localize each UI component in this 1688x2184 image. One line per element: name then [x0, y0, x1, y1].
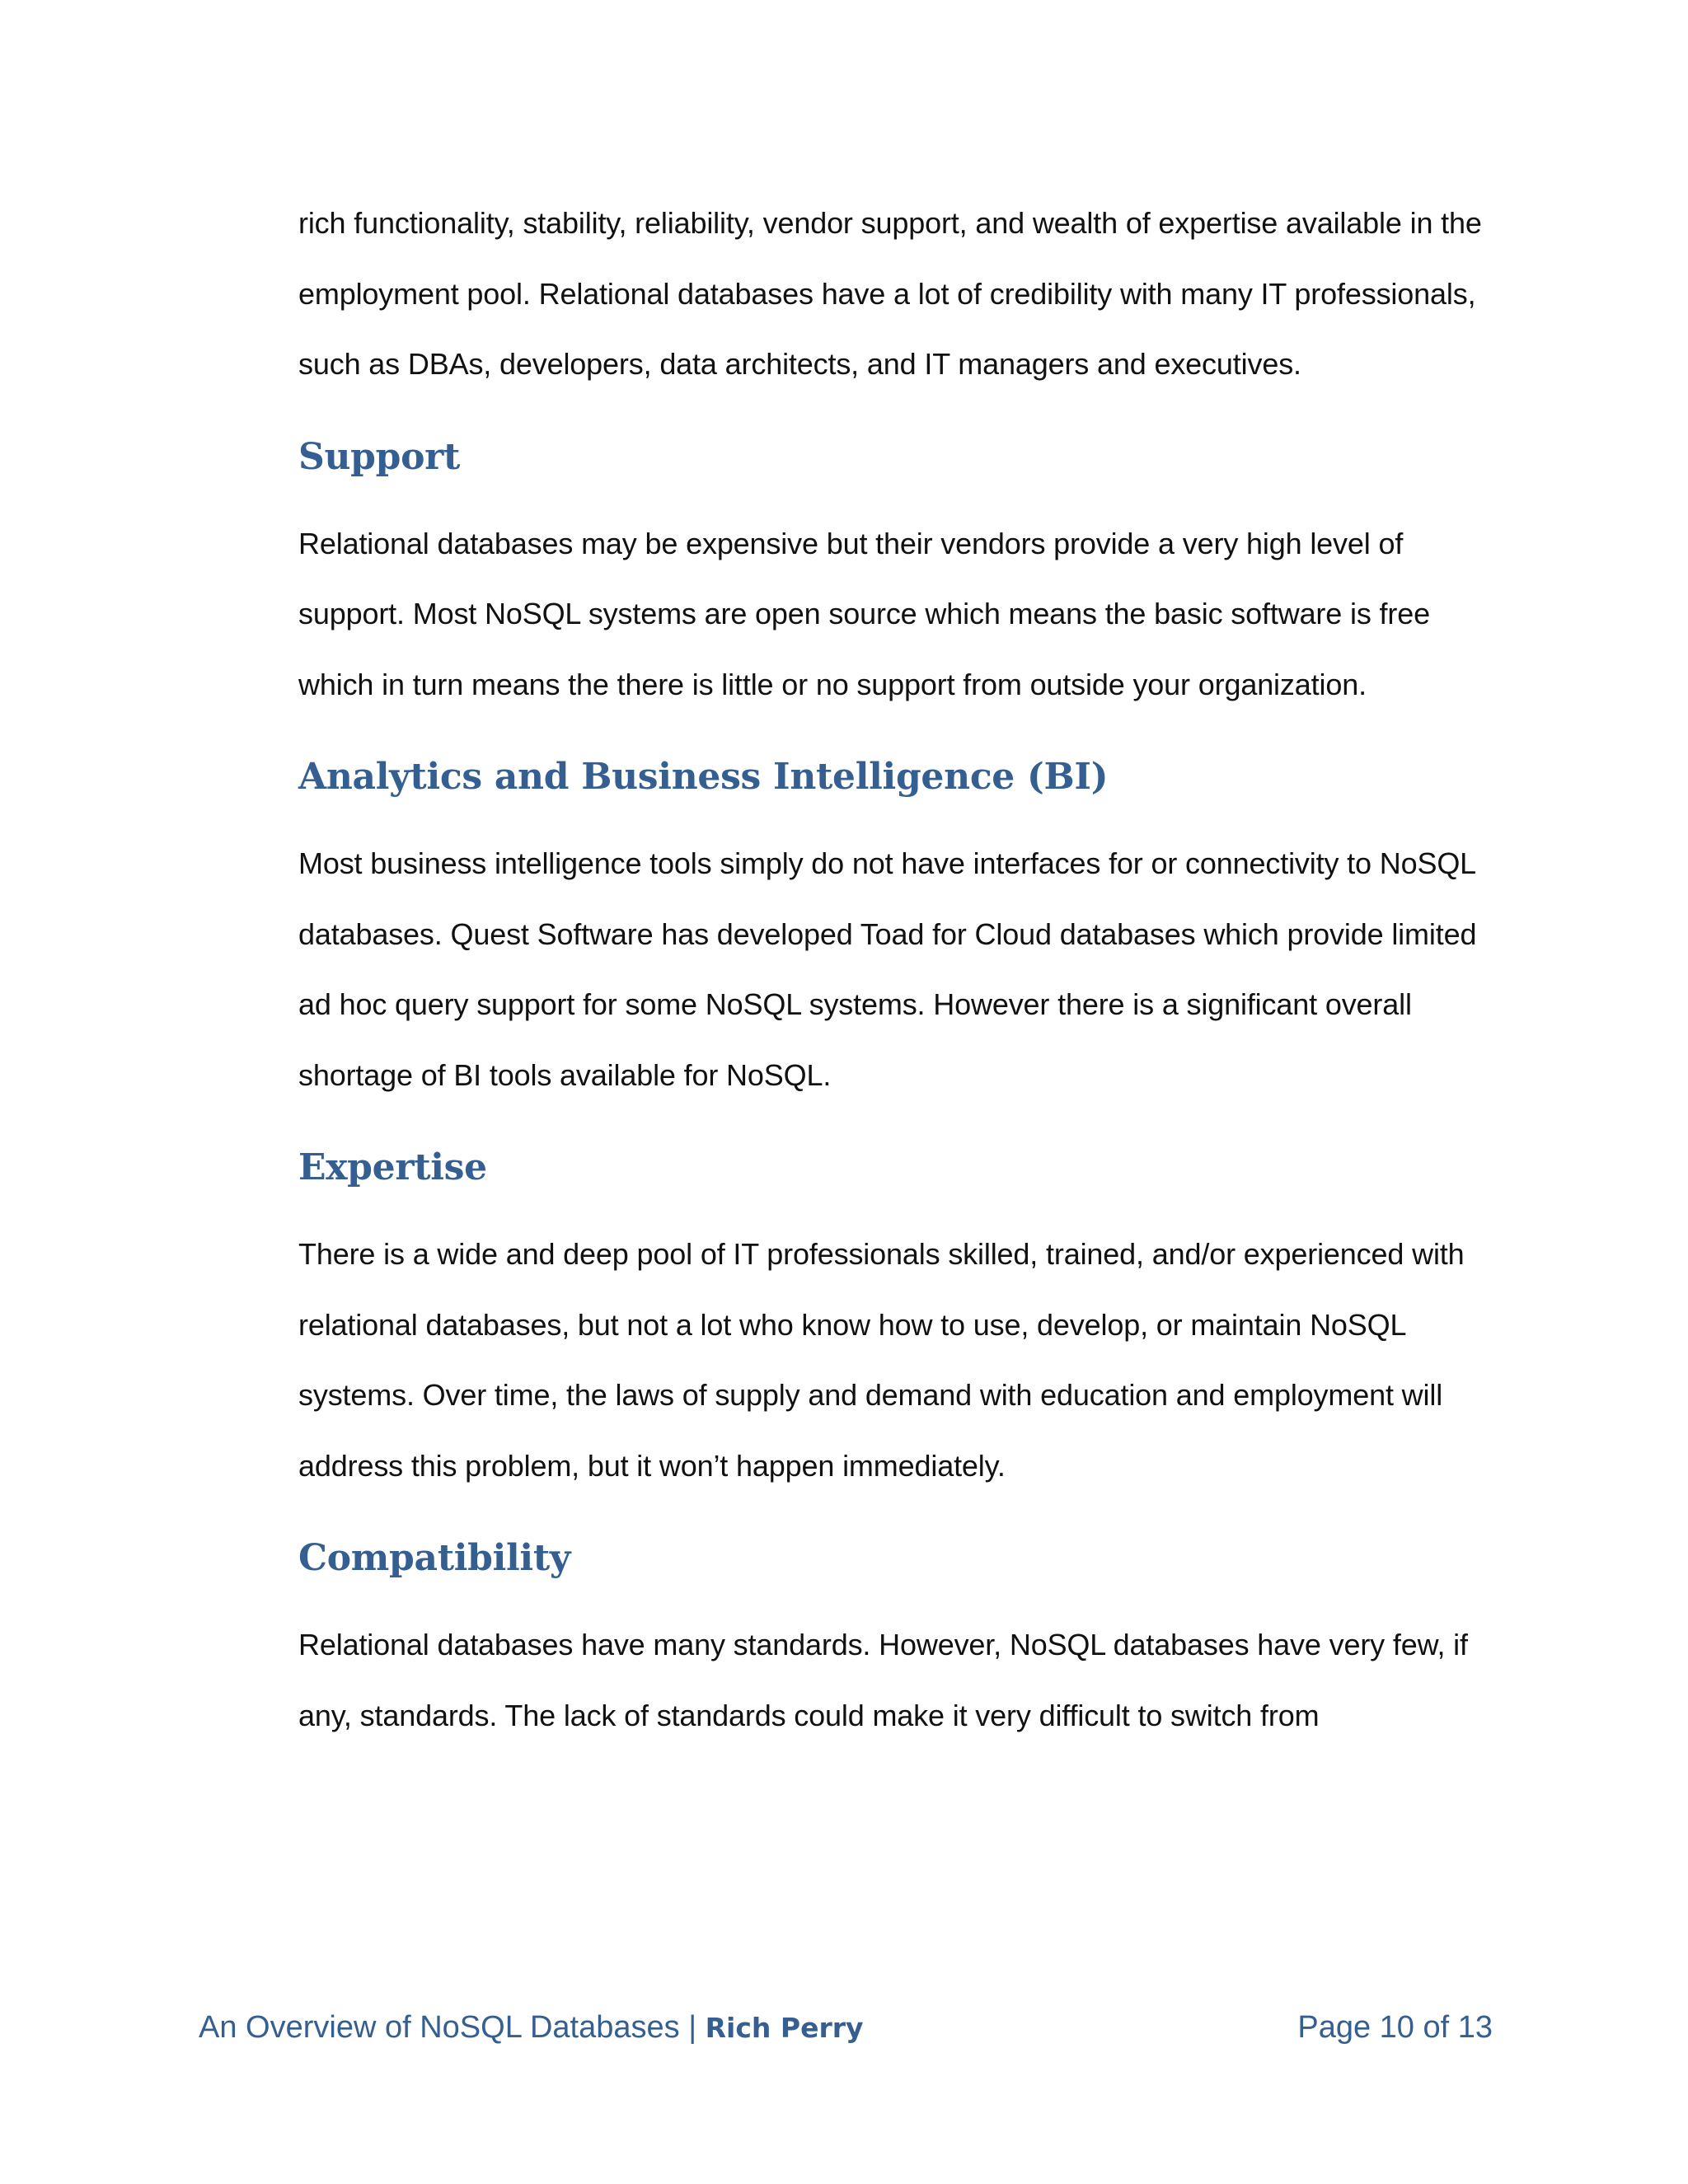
heading-expertise: Expertise	[298, 1146, 487, 1188]
heading-analytics-bi: Analytics and Business Intelligence (BI)	[298, 756, 1109, 798]
expertise-paragraph: There is a wide and deep pool of IT professionals skilled, trained, and/or experienced with relational databases, but not a lot who know how to use, develop, or maintain NoSQL systems. Over time, the laws of supply and demand with education and employment will address this problem, but it won’t happen immediately.	[298, 1237, 1465, 1483]
body-content	[298, 188, 1493, 1750]
heading-support: Support	[298, 435, 461, 478]
footer-page-number: Page 10 of 13	[1297, 2010, 1493, 2045]
footer-document-title: An Overview of NoSQL Databases	[199, 2010, 680, 2045]
page-footer	[199, 2003, 1493, 2052]
heading-compatibility: Compatibility	[298, 1537, 571, 1579]
footer-left	[199, 2003, 864, 2053]
analytics-paragraph: Most business intelligence tools simply do not have interfaces for or connectivity to NoSQL databases. Quest Software has developed Toad for Cloud databases which provide limited ad hoc query support for some NoSQL systems. However there is a significant overall shortage of BI tools available for NoSQL.	[298, 846, 1477, 1092]
footer-separator: |	[688, 2010, 697, 2045]
intro-paragraph: rich functionality, stability, reliability, vendor support, and wealth of expertise available in the employment pool. Relational databases have a lot of credibility with many IT professionals, such as DBAs, developers, data architects, and IT managers and executives.	[298, 206, 1482, 381]
footer-author: Rich Perry	[705, 2012, 864, 2044]
support-paragraph: Relational databases may be expensive but their vendors provide a very high level of support. Most NoSQL systems are open source which means the basic software is free which in turn means the there is little or no support from outside your organization.	[298, 526, 1430, 701]
compatibility-paragraph: Relational databases have many standards. However, NoSQL databases have very few, if any, standards. The lack of standards could make it very difficult to switch from	[298, 1628, 1468, 1732]
